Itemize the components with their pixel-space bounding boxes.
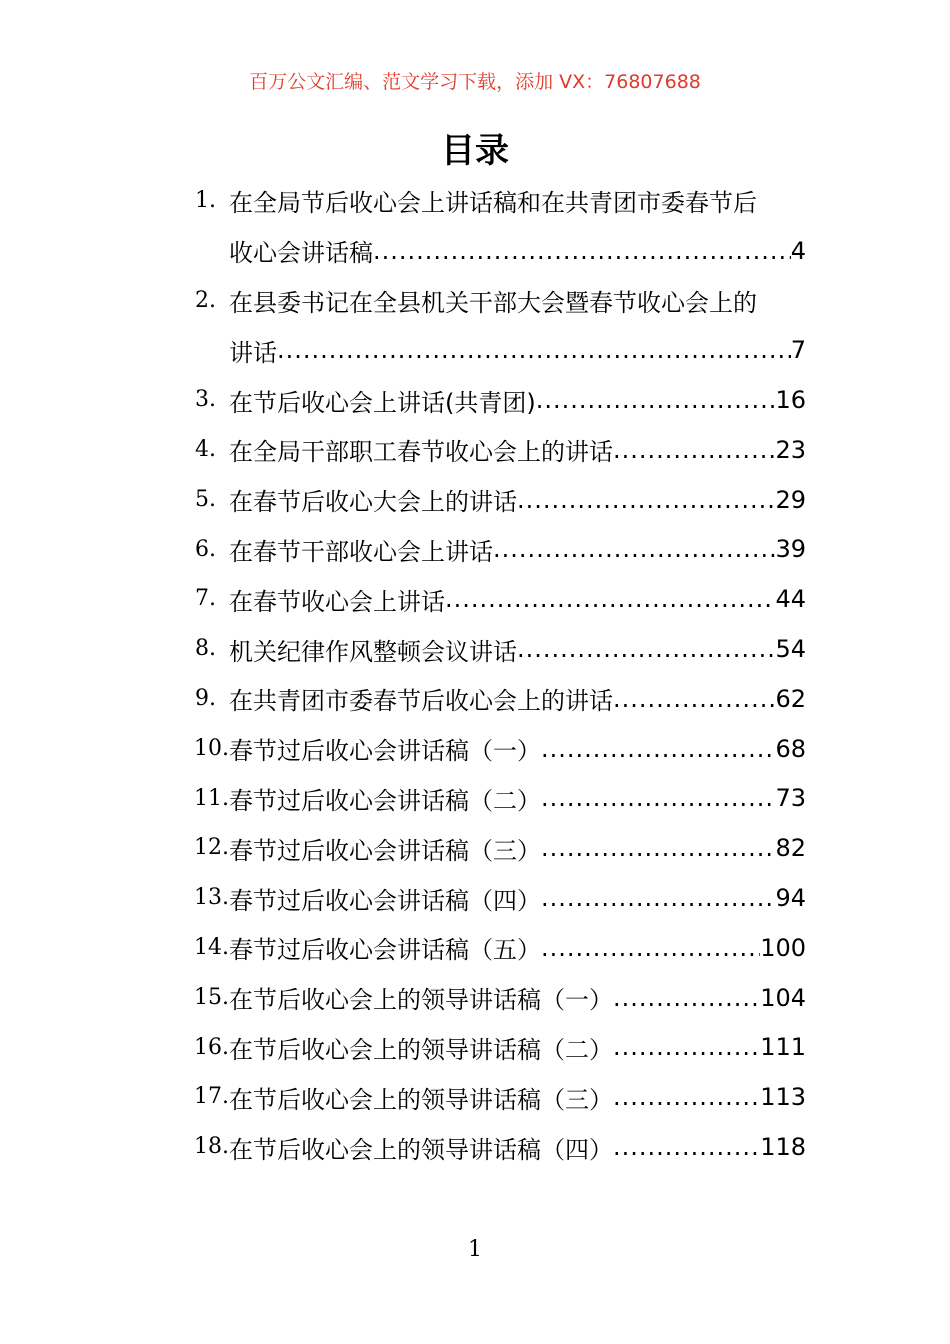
toc-entry-title-line1: 在县委书记在全县机关干部大会暨春节收心会上的	[229, 288, 757, 317]
toc-entry-title: 在节后收心会上的领导讲话稿（三）	[229, 1085, 613, 1114]
toc-entry-page: 82	[775, 834, 806, 863]
toc-entry-title: 在节后收心会上讲话(共青团)	[229, 388, 536, 417]
toc-entry-line	[229, 574, 806, 624]
toc-entry-title: 春节过后收心会讲话稿（一）	[229, 737, 541, 766]
toc-entry[interactable]	[0, 724, 950, 774]
toc-entry-page: 62	[775, 684, 806, 713]
table-of-contents	[0, 176, 950, 1172]
toc-entry-page: 4	[790, 236, 806, 265]
toc-entry[interactable]	[0, 923, 950, 973]
toc-entry-first-line	[229, 176, 806, 226]
toc-entry-line	[229, 1122, 806, 1172]
toc-entry-line	[229, 375, 806, 425]
toc-entry-title: 讲话	[229, 338, 277, 367]
toc-entry-number: 17.	[194, 1084, 229, 1110]
toc-entry-page: 113	[760, 1083, 806, 1112]
toc-entry-page: 39	[775, 535, 806, 564]
toc-dot-leader	[517, 635, 775, 663]
toc-entry[interactable]	[0, 823, 950, 873]
toc-entry-line	[229, 873, 806, 923]
toc-entry-line	[229, 724, 806, 774]
toc-entry[interactable]	[0, 873, 950, 923]
toc-dot-leader	[613, 1033, 760, 1061]
toc-entry-line	[229, 774, 806, 824]
toc-entry-page: 44	[775, 585, 806, 614]
toc-entry-number: 4.	[195, 436, 216, 462]
toc-entry-page: 29	[775, 485, 806, 514]
toc-entry-number: 14.	[194, 934, 229, 960]
toc-entry-page: 118	[760, 1133, 806, 1162]
toc-entry-number: 7.	[195, 586, 216, 612]
toc-entry[interactable]	[0, 375, 950, 425]
toc-entry-title: 春节过后收心会讲话稿（三）	[229, 836, 541, 865]
toc-dot-leader	[536, 386, 776, 414]
toc-dot-leader	[613, 685, 775, 713]
header-note: 百万公文汇编、范文学习下载，添加 VX：76807688	[249, 71, 701, 93]
toc-entry-number: 6.	[195, 536, 216, 562]
toc-entry-title: 春节过后收心会讲话稿（五）	[229, 936, 541, 965]
toc-entry[interactable]	[0, 1122, 950, 1172]
toc-entry-page: 54	[775, 635, 806, 664]
toc-entry-number: 11.	[194, 785, 229, 811]
toc-entry-line	[229, 823, 806, 873]
toc-entry[interactable]	[0, 1072, 950, 1122]
toc-entry-line	[229, 923, 806, 973]
toc-entry-title-line1: 在全局节后收心会上讲话稿和在共青团市委春节后	[229, 189, 757, 218]
toc-entry-title: 在共青团市委春节后收心会上的讲话	[229, 687, 613, 716]
toc-entry-page: 23	[775, 435, 806, 464]
toc-entry-number: 3.	[195, 387, 216, 413]
toc-entry-page: 104	[760, 983, 806, 1012]
toc-dot-leader	[541, 784, 775, 812]
toc-entry-number: 2.	[195, 287, 216, 313]
toc-dot-leader	[613, 1133, 760, 1161]
toc-entry[interactable]	[0, 425, 950, 475]
toc-title: 目录	[441, 131, 509, 171]
toc-entry-title: 在节后收心会上的领导讲话稿（二）	[229, 1035, 613, 1064]
toc-entry-number: 18.	[194, 1134, 229, 1160]
toc-entry-title: 机关纪律作风整顿会议讲话	[229, 637, 517, 666]
toc-entry-page: 68	[775, 734, 806, 763]
toc-entry-title: 在全局干部职工春节收心会上的讲话	[229, 438, 613, 467]
page-number: 1	[468, 1237, 482, 1262]
toc-entry-second-line	[229, 325, 806, 375]
toc-entry-title: 春节过后收心会讲话稿（四）	[229, 886, 541, 915]
toc-entry-page: 94	[775, 884, 806, 913]
toc-entry[interactable]	[0, 525, 950, 575]
toc-entry-title: 在节后收心会上的领导讲话稿（一）	[229, 986, 613, 1015]
toc-dot-leader	[541, 884, 775, 912]
toc-entry[interactable]	[0, 674, 950, 724]
toc-entry-page: 111	[760, 1033, 806, 1062]
toc-entry-title: 在春节收心会上讲话	[229, 587, 445, 616]
toc-entry-number: 9.	[195, 685, 216, 711]
toc-dot-leader	[277, 336, 791, 364]
toc-entry[interactable]	[0, 176, 950, 276]
toc-entry[interactable]	[0, 276, 950, 376]
toc-entry[interactable]	[0, 574, 950, 624]
toc-dot-leader	[445, 585, 775, 613]
toc-entry[interactable]	[0, 973, 950, 1023]
toc-entry-number: 8.	[195, 636, 216, 662]
toc-entry-second-line	[229, 226, 806, 276]
toc-entry-line	[229, 525, 806, 575]
toc-dot-leader	[613, 436, 775, 464]
toc-entry-title: 收心会讲话稿	[229, 239, 373, 268]
toc-dot-leader	[541, 834, 775, 862]
toc-entry-line	[229, 475, 806, 525]
toc-entry-page: 100	[760, 933, 806, 962]
toc-entry-number: 1.	[195, 188, 216, 213]
toc-dot-leader	[493, 535, 775, 563]
toc-entry-page: 73	[775, 784, 806, 813]
toc-entry[interactable]	[0, 624, 950, 674]
toc-entry-page: 16	[775, 386, 806, 415]
toc-entry-number: 16.	[194, 1034, 229, 1060]
toc-entry[interactable]	[0, 1023, 950, 1073]
toc-dot-leader	[613, 984, 760, 1012]
toc-dot-leader	[517, 486, 775, 514]
toc-entry-line	[229, 674, 806, 724]
toc-entry-title: 春节过后收心会讲话稿（二）	[229, 786, 541, 815]
toc-entry-number: 10.	[194, 735, 229, 761]
toc-entry-number: 12.	[194, 835, 229, 861]
toc-entry[interactable]	[0, 774, 950, 824]
toc-entry-title: 在春节干部收心会上讲话	[229, 537, 493, 566]
toc-entry-number: 13.	[194, 885, 229, 911]
toc-dot-leader	[373, 237, 791, 265]
toc-entry-first-line	[229, 276, 806, 326]
toc-entry-line	[229, 1023, 806, 1073]
toc-entry-title: 在春节后收心大会上的讲话	[229, 488, 517, 517]
toc-entry-line	[229, 624, 806, 674]
toc-entry-page: 7	[790, 336, 806, 365]
toc-entry-number: 5.	[195, 486, 216, 512]
toc-entry-line	[229, 973, 806, 1023]
toc-entry-number: 15.	[194, 984, 229, 1010]
toc-dot-leader	[541, 934, 760, 962]
toc-entry-title: 在节后收心会上的领导讲话稿（四）	[229, 1135, 613, 1164]
toc-entry-line	[229, 1072, 806, 1122]
toc-dot-leader	[541, 735, 775, 763]
toc-entry[interactable]	[0, 475, 950, 525]
toc-dot-leader	[613, 1083, 760, 1111]
toc-entry-line	[229, 425, 806, 475]
